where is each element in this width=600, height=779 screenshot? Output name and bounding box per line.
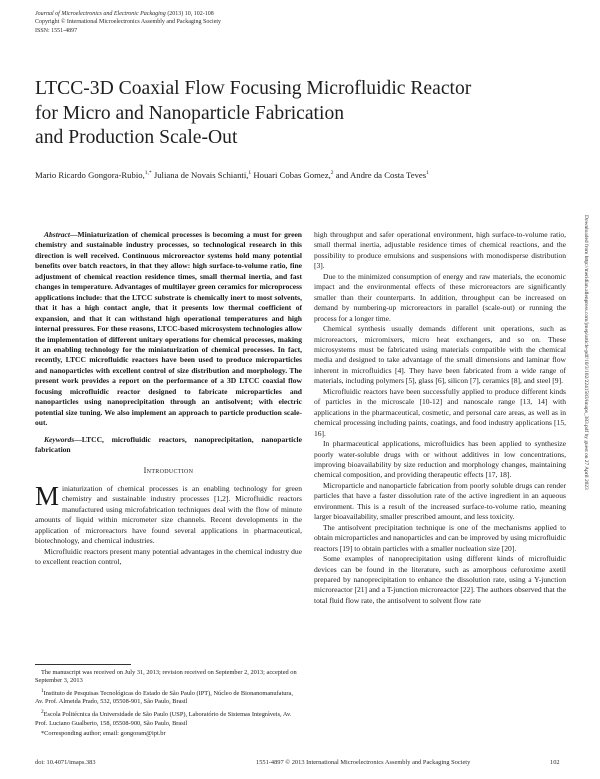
author-affiliation-mark: 2 — [330, 170, 334, 177]
author-name: Houari Cobas Gomez, — [251, 170, 331, 180]
keywords — [35, 435, 302, 456]
paper-title — [35, 77, 535, 151]
issn-line: ISSN: 1551-4897 — [35, 27, 78, 34]
footnote-affiliation-ipt — [35, 687, 302, 706]
title-line-2: for Micro and Nanoparticle Fabrication — [35, 102, 345, 124]
title-line-1: LTCC-3D Coaxial Flow Focusing Microfluidic Reactor — [35, 78, 472, 99]
left-column — [35, 230, 302, 568]
author-name: and Andre da Costa Teves — [333, 170, 427, 180]
author-list — [35, 170, 429, 180]
body-paragraph: The antisolvent precipitation technique is one of the mechanisms applied to obtain microparticles and nanoparticles and can be improved by using microfluidic reactors [19] to obtain particles with a smaller nucleation size [20]. — [314, 522, 566, 553]
body-paragraph: Due to the minimized consumption of energy and raw materials, the economic impact and the environmental effects of these microreactors are significantly smaller than their counterparts. In addition, throughput can be increased on demand by numbering-up microreactors in parallel (scale-out) or running the process for a longer time. — [314, 271, 566, 323]
footnote-text: Instituto de Pesquisas Tecnológicas do Estado de São Paulo (IPT), Núcleo de Bionanomanufatura, Av. Prof. Almeida Prado, 532, 05508-901, São Paulo, Brasil — [35, 690, 293, 706]
author-affiliation-mark: 1 — [426, 170, 429, 177]
journal-issue: (2013) 10, 102-108 — [165, 11, 214, 17]
footer-copyright: 1551-4897 © 2013 International Microelectronics Assembly and Packaging Society — [256, 759, 471, 766]
download-watermark-text: Downloaded from http://meridian.allenpress.com/jmep/article-pdf/10/3/102/2241583/imaps_383.pdf by guest on 27 April 2023 — [583, 215, 589, 490]
section-heading-introduction: Introduction — [143, 465, 194, 475]
author-affiliation-mark: 1,* — [144, 170, 152, 177]
footnote-received: The manuscript was received on July 31, 2013; revision received on September 2, 2013; accepted on September 3, 2013 — [35, 669, 297, 685]
body-paragraph: In pharmaceutical applications, microfluidics has been applied to synthesize poorly water-soluble drugs with or without additives in low concentrations, improving bioavailability by size reduction and morphology changes, maintaining chemical composition, and providing therapeutic effects [17, 18]. — [314, 439, 566, 480]
author-name: Juliana de Novais Schianti, — [151, 170, 249, 180]
abstract — [35, 230, 302, 429]
footnote-mark: 2 — [41, 709, 44, 716]
footnote-affiliation-usp — [35, 708, 302, 727]
drop-cap: M — [35, 480, 60, 511]
abstract-label: Abstract — [44, 230, 70, 239]
journal-header — [35, 10, 221, 35]
doi-link[interactable]: doi: 10.4071/imaps.383 — [35, 759, 96, 766]
body-paragraph: Microfluidic reactors present many potential advantages in the chemical industry due to excellent reaction control, — [35, 546, 302, 567]
body-paragraph: Some examples of nanoprecipitation using different kinds of microfluidic devices can be found in the literature, such as amorphous cefuroxime axetil prepared by nanoprecipitation to enhance the dissolution rate, using a Y-junction microreactor [21] and a T-junction microreactor [22]. The authors observed that the total fluid flow rate, the antisolvent to solvent flow rate — [314, 554, 566, 605]
abstract-text: —Miniaturization of chemical processes is becoming a must for green chemistry and sustainable industry processes, so technological research in this direction is well received. Continuous microreactor systems hold many potential benefits over batch reactors, in that they allow: high surface-to-volume ratio, fine adjustment of chemical reaction residence times, small thermal inertia, and fast changes in temperature. Advantages of multilayer green ceramics for microprocess applications include: that the LTCC substrate is chemically inert to most solvents, that it has a high contact angle, that it presents low thermal coefficient of expansion, and that it can withstand high operational temperatures and high internal pressures. For these reasons, LTCC-based microsystem technologies allow the implementation of different unitary operations for chemical processes, making it an enabling technology for the miniaturization of chemical processes. In fact, recently, LTCC microfluidic reactors have been used to produce microparticles and nanoparticles with excellent control of size distribution and morphology. The present work provides a report on the performance of a 3D LTCC coaxial flow focusing microfluidic reactor designed to fabricate microparticles and nanoparticles using nanoprecipitation through an antisolvent; with electric potential size tuning. We also implement an approach to particle production scale-out. — [35, 230, 302, 428]
keywords-text: —LTCC, microfluidic reactors, nanoprecipitation, nanoparticle fabrication — [35, 434, 302, 455]
author-affiliation-mark: 1 — [248, 170, 252, 177]
author-name: Mario Ricardo Gongora-Rubio, — [35, 170, 145, 180]
footnote-rule — [35, 664, 131, 665]
intro-paragraph-text: iniaturization of chemical processes is an enabling technology for green chemistry and sustainable industry processes [1,2]. Microfluidic reactors manufactured using microfabrication techniques deal with the flow of minute amounts of liquid within micrometer size channels. Recent developments in the application of microreactors have found several applications in pharmaceutical, biotechnology, and chemical industries. — [35, 483, 302, 546]
copyright-line: Copyright © International Microelectronics Assembly and Packaging Society — [35, 19, 222, 26]
body-paragraph: high throughput and safer operational environment, high surface-to-volume ratio, small thermal inertia, adjustable residence times of chemical reactions, and the possibility to produce emulsions and suspensions with monodisperse distribution [3]. — [314, 230, 566, 271]
download-watermark — [582, 215, 596, 575]
right-column — [314, 230, 566, 606]
body-paragraph: Microparticle and nanoparticle fabrication from poorly soluble drugs can render particles that have a faster dissolution rate of the active ingredient in an aqueous environment. This is a result of the increased surface-to-volume ratio, meaning larger bioavailability, smaller prescribed amount, and less toxicity. — [314, 480, 566, 522]
intro-paragraph — [35, 480, 302, 547]
body-paragraph: Microfluidic reactors have been successfully applied to produce different kinds of particles in the microscale [10-12] and nanoscale range [13, 14] with applications in the pharmaceutical, cosmetic, and personal care areas, as well as in chemical processing including paints, coatings, and food industry applications [15, 16]. — [314, 386, 566, 438]
footnotes — [35, 669, 302, 740]
footnote-corresponding: *Corresponding author; email: gongoram@ipt.br — [41, 729, 166, 737]
body-paragraph: Chemical synthesis usually demands different unit operations, such as microreactors, micromixers, micro heat exchangers, and so on. These microsystems must be fabricated using materials compatible with the chemical media and designed to take advantage of the small dimensions and laminar flow inherent in microfluidics [4]. They have been fabricated from a wide range of materials, including polymers [5], glass [6], silicon [7], ceramics [8], and steel [9]. — [314, 324, 566, 386]
keywords-label: Keywords — [44, 434, 75, 444]
footnote-text: Escola Politécnica da Universidade de São Paulo (USP), Laboratório de Sistemas Integráveis, Av. Prof. Luciano Gualberto, 158, 05508-900, São Paulo, Brasil — [35, 711, 292, 727]
footnote-mark: 1 — [41, 688, 44, 695]
title-line-3: and Production Scale-Out — [35, 127, 238, 148]
page-number: 102 — [550, 759, 560, 766]
journal-name: Journal of Microelectronics and Electronic Packaging — [35, 11, 166, 17]
